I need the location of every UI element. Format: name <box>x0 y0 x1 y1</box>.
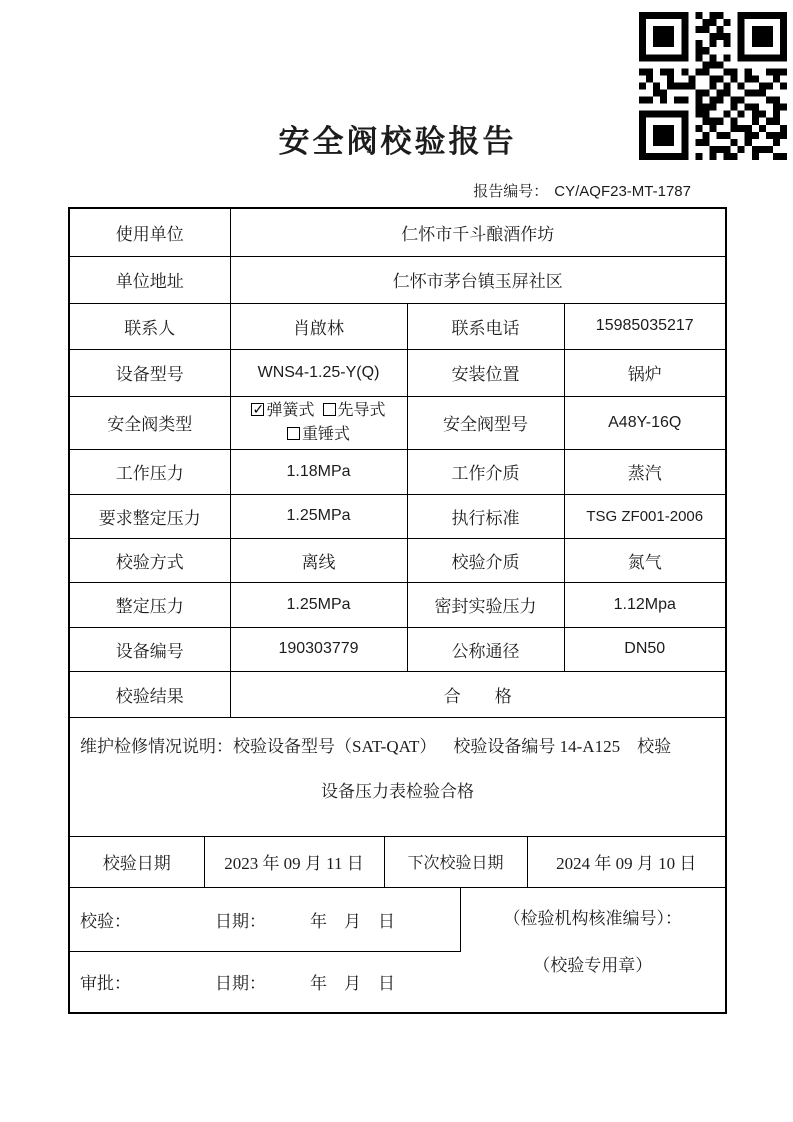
table-row <box>70 303 725 349</box>
next-calibration-date-label: 下次校验日期 <box>384 837 527 887</box>
table-row <box>70 396 725 449</box>
approve-label: 审批： <box>80 974 131 994</box>
verify-date-label: 日期： <box>215 911 266 931</box>
checkbox-checked-icon <box>251 403 264 416</box>
report-number-value: CY/AQF23-MT-1787 <box>554 183 691 200</box>
working-medium-value: 蒸汽 <box>564 449 725 494</box>
table-row <box>70 887 725 951</box>
valve-type-options <box>230 396 407 449</box>
valve-type-option <box>323 399 386 423</box>
table-row <box>70 582 725 627</box>
verify-signature-row <box>70 887 460 951</box>
table-row <box>70 349 725 396</box>
table-row <box>70 256 725 303</box>
table-row <box>70 494 725 538</box>
seal-test-pressure-value: 1.12Mpa <box>564 582 725 627</box>
approve-date-label: 日期： <box>215 974 266 994</box>
report-table <box>68 207 727 1014</box>
calibration-method-value: 离线 <box>230 538 407 582</box>
valve-type-option-label: 先导式 <box>337 401 386 419</box>
info-table <box>70 209 725 836</box>
calibration-date-value: 2023 年 09 月 11 日 <box>204 837 384 887</box>
nominal-diameter-value: DN50 <box>564 627 725 671</box>
agency-approval-no: （检验机构核准编号）： <box>503 908 682 928</box>
working-medium-label: 工作介质 <box>407 449 564 494</box>
contact-phone-value: 15985035217 <box>564 303 725 349</box>
table-row <box>70 627 725 671</box>
usage-unit-value: 仁怀市千斗酿酒作坊 <box>230 209 725 256</box>
required-set-pressure-value: 1.25MPa <box>230 494 407 538</box>
verify-ymd: 年 月 日 <box>310 911 395 931</box>
report-number-label: 报告编号： <box>473 184 549 200</box>
table-row <box>70 209 725 256</box>
maintenance-note-line2: 设备压力表检验合格 <box>321 781 474 801</box>
next-calibration-date-value: 2024 年 09 月 10 日 <box>556 854 697 874</box>
nominal-diameter-label: 公称通径 <box>407 627 564 671</box>
seal-test-pressure-label: 密封实验压力 <box>407 582 564 627</box>
valve-type-option <box>251 399 314 423</box>
checkbox-icon <box>323 403 336 416</box>
valve-model-value: A48Y-16Q <box>564 396 725 449</box>
unit-address-value: 仁怀市茅台镇玉屏社区 <box>230 256 725 303</box>
table-row <box>70 671 725 717</box>
install-location-label: 安装位置 <box>407 349 564 396</box>
result-value: 合 格 <box>230 671 725 717</box>
contact-label: 联系人 <box>70 303 230 349</box>
valve-model-label: 安全阀型号 <box>407 396 564 449</box>
verify-label: 校验： <box>80 911 131 931</box>
install-location-value: 锅炉 <box>564 349 725 396</box>
device-model-label: 设备型号 <box>70 349 230 396</box>
table-row <box>70 449 725 494</box>
table-row <box>70 538 725 582</box>
contact-value: 肖啟林 <box>230 303 407 349</box>
approve-signature-row <box>70 951 460 1012</box>
signature-table <box>70 887 725 1013</box>
working-pressure-label: 工作压力 <box>70 449 230 494</box>
working-pressure-value: 1.18MPa <box>230 449 407 494</box>
report-number <box>68 180 727 201</box>
valve-type-option-label: 重锤式 <box>301 425 350 443</box>
standard-value: TSG ZF001-2006 <box>564 494 725 538</box>
calibration-medium-value: 氮气 <box>564 538 725 582</box>
checkbox-icon <box>287 427 300 440</box>
maintenance-note-line1: 维护检修情况说明：校验设备型号（SAT-QAT） 校验设备编号 14-A125 校验 <box>80 736 672 756</box>
table-row <box>70 837 725 887</box>
device-no-label: 设备编号 <box>70 627 230 671</box>
valve-type-label: 安全阀类型 <box>70 396 230 449</box>
calibration-seal: （校验专用章） <box>533 955 653 975</box>
page-title: 安全阀校验报告 <box>278 124 517 159</box>
maintenance-note <box>70 717 725 836</box>
required-set-pressure-label: 要求整定压力 <box>70 494 230 538</box>
calibration-method-label: 校验方式 <box>70 538 230 582</box>
table-row <box>70 717 725 836</box>
valve-type-option <box>287 423 350 447</box>
stamp-area <box>460 887 725 1012</box>
usage-unit-label: 使用单位 <box>70 209 230 256</box>
set-pressure-label: 整定压力 <box>70 582 230 627</box>
calibration-medium-label: 校验介质 <box>407 538 564 582</box>
standard-label: 执行标准 <box>407 494 564 538</box>
device-no-value: 190303779 <box>230 627 407 671</box>
valve-type-option-label: 弹簧式 <box>266 401 315 419</box>
device-model-value: WNS4-1.25-Y(Q) <box>230 349 407 396</box>
approve-ymd: 年 月 日 <box>310 974 395 994</box>
result-label: 校验结果 <box>70 671 230 717</box>
set-pressure-value: 1.25MPa <box>230 582 407 627</box>
calibration-date-label: 校验日期 <box>70 837 204 887</box>
dates-table <box>70 836 725 887</box>
contact-phone-label: 联系电话 <box>407 303 564 349</box>
unit-address-label: 单位地址 <box>70 256 230 303</box>
